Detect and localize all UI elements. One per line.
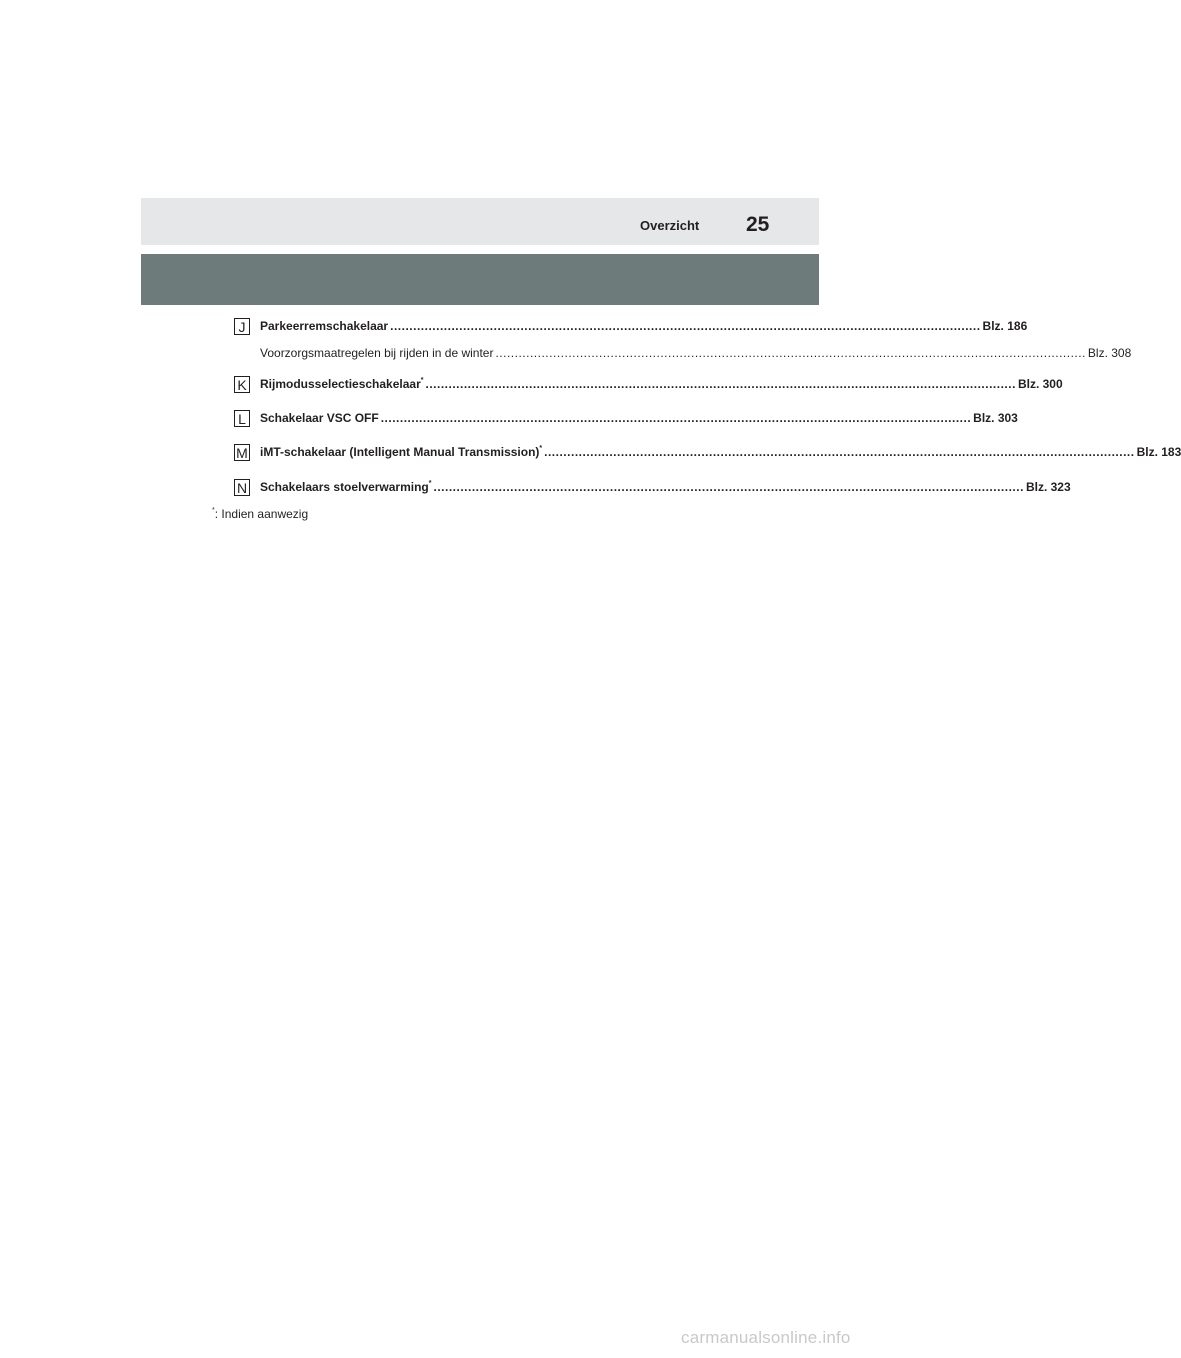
header-band bbox=[141, 198, 819, 245]
footnote-text: : Indien aanwezig bbox=[214, 507, 309, 521]
badge-m: M bbox=[234, 444, 250, 461]
entry-label: Voorzorgsmaatregelen bij rijden in de winter bbox=[260, 346, 494, 360]
entry-label bbox=[260, 480, 432, 494]
page-ref[interactable]: Blz. 303 bbox=[973, 411, 1018, 425]
entry-rijmodusselectieschakelaar[interactable] bbox=[260, 377, 1063, 393]
footnote-marker: * bbox=[212, 507, 215, 514]
badge-l: L bbox=[234, 410, 250, 427]
page-ref[interactable]: Blz. 323 bbox=[1025, 480, 1071, 494]
footnote bbox=[212, 507, 308, 521]
entry-label: Parkeerremschakelaar bbox=[260, 319, 389, 333]
watermark: carmanualsonline.info bbox=[681, 1328, 851, 1347]
page-ref[interactable]: Blz. 308 bbox=[1087, 346, 1132, 360]
dot-leader: .......................................................................................................................................................... bbox=[544, 445, 1135, 459]
entry-label bbox=[260, 445, 542, 459]
entry-label-text: iMT-schakelaar (Intelligent Manual Transmission) bbox=[260, 445, 540, 459]
entry-imt-schakelaar[interactable] bbox=[260, 445, 1181, 461]
page-number: 25 bbox=[746, 213, 770, 236]
entry-label-text: Schakelaars stoelverwarming bbox=[260, 480, 429, 494]
page-ref[interactable]: Blz. 186 bbox=[982, 319, 1028, 333]
dot-leader: .......................................................................................................................................................... bbox=[390, 319, 981, 333]
asterisk-marker: * bbox=[539, 445, 543, 452]
entry-parkeerremschakelaar[interactable] bbox=[260, 319, 1028, 335]
dot-leader: .......................................................................................................................................................... bbox=[425, 377, 1016, 391]
dot-leader: .......................................................................................................................................................... bbox=[495, 346, 1086, 360]
page-ref[interactable]: Blz. 300 bbox=[1017, 377, 1063, 391]
entry-label: Schakelaar VSC OFF bbox=[260, 411, 379, 425]
badge-n: N bbox=[234, 479, 250, 496]
badge-j: J bbox=[234, 318, 250, 335]
entry-schakelaars-stoelverwarming[interactable] bbox=[260, 480, 1071, 496]
asterisk-marker: * bbox=[420, 377, 424, 384]
title-bar bbox=[141, 254, 819, 305]
entry-winter[interactable] bbox=[260, 346, 1132, 362]
dot-leader: .......................................................................................................................................................... bbox=[380, 411, 972, 425]
entry-label-text: Rijmodusselectieschakelaar bbox=[260, 377, 421, 391]
entry-schakelaar-vsc-off[interactable] bbox=[260, 411, 1018, 427]
badge-k: K bbox=[234, 376, 250, 393]
page-ref[interactable]: Blz. 183 bbox=[1136, 445, 1181, 459]
section-name: Overzicht bbox=[640, 218, 700, 233]
asterisk-marker: * bbox=[428, 480, 432, 487]
entry-label bbox=[260, 377, 424, 391]
dot-leader: .......................................................................................................................................................... bbox=[433, 480, 1024, 494]
